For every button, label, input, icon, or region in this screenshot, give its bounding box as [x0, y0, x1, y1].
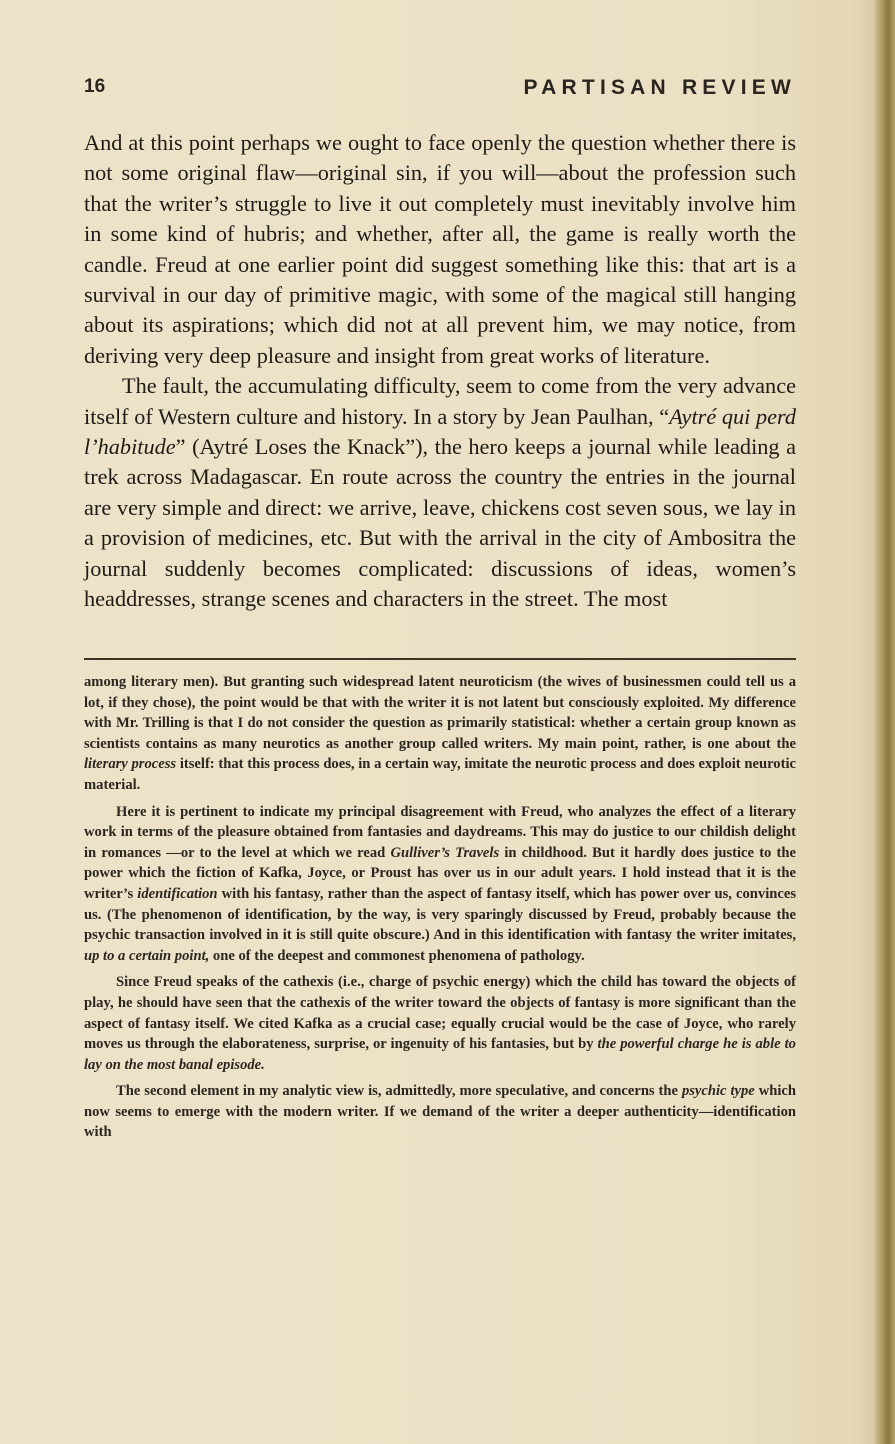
- emphasis: literary process: [84, 756, 177, 773]
- footnote-paragraph-4: [84, 1081, 796, 1143]
- page-number: 16: [84, 76, 106, 97]
- emphasis: psychic type: [681, 1083, 755, 1100]
- text-run: Since Freud speaks of the cathexis (i.e., charge of psychic energy) which the child has toward the objects of play, he should have seen that the cathexis of the writer toward the objects of fantasy is more significant than the aspect of fantasy itself. We cited Kafka as a crucial case; equally crucial would be the case of Joyce, who rarely moves us through the elaborateness, surprise, or ingenuity of his fantasies, but by: [84, 974, 796, 1053]
- footnote-rule: [84, 658, 796, 660]
- text-run: with his fantasy, rather than the aspect of fantasy itself, which has power over us, convinces us. (The phenomenon of identification, by the way, is very sparingly discussed by Freud, probably because the psychic transaction involved in it is still quite obscure.) And in this identification with fantasy the writer imitates,: [84, 885, 797, 944]
- text-run: in childhood. But it hardly does justice to the power which the fiction of Kafka, Joyce, or Proust has over us in our adult years. I hold instead that it is the writer’s: [84, 844, 797, 902]
- footnote: [84, 672, 796, 1149]
- footnote-paragraph-3: [84, 972, 796, 1075]
- footnote-paragraph-1: [84, 672, 796, 796]
- text-run: The fault, the accumulating difficulty, seem to come from the very advance itself of Western culture and history. In a story by Jean Paulhan, “: [84, 373, 796, 429]
- emphasis: identification: [137, 885, 218, 902]
- body-paragraph-2: [84, 371, 796, 614]
- story-title: Aytré qui perd l’habitude: [84, 403, 796, 460]
- text-run: which now seems to emerge with the modern writer. If we demand of the writer a deeper authenticity—identification with: [84, 1083, 797, 1141]
- footnote-paragraph-2: [84, 802, 796, 967]
- text-run: among literary men). But granting such widespread latent neuroticism (the wives of businessmen could tell us a lot, if they chose), the point would be that with the writer it is not latent but consciously exploited. My difference with Mr. Trilling is that I do not consider the question as primarily statistical: whether a certain group known as scientists contains as many neurotics as another group called writers. My main point, rather, is one about the: [84, 674, 796, 752]
- text-run: itself: that this process does, in a certain way, imitate the neurotic process and does exploit neurotic material.: [84, 756, 796, 793]
- emphasis: the powerful charge he is able to lay on the most banal episode.: [84, 1036, 796, 1073]
- main-text: [84, 128, 796, 615]
- journal-title: PARTISAN REVIEW: [523, 76, 796, 99]
- page-edge: [875, 0, 895, 1444]
- text-run: ” (Aytré Loses the Knack”), the hero keeps a journal while leading a trek across Madagascar. En route across the country the entries in the journal are very simple and direct: we arrive, leave, chickens cost seven sous, we lay in a provision of medicines, etc. But with the arrival in the city of Ambositra the journal suddenly becomes complicated: discussions of ideas, women’s headdresses, strange scenes and characters in the street. The most: [84, 434, 796, 612]
- text-run: one of the deepest and commonest phenomena of pathology.: [209, 947, 585, 964]
- text-run: Here it is pertinent to indicate my principal disagreement with Freud, who analyzes the effect of a literary work in terms of the pleasure obtained from fantasies and daydreams. This may do justice to our childish delight in romances —or to the level at which we read: [84, 803, 796, 861]
- body-paragraph-1: And at this point perhaps we ought to face openly the question whether there is not some original flaw—original sin, if you will—about the profession such that the writer’s struggle to live it out completely must inevitably involve him in some kind of hubris; and whether, after all, the game is really worth the candle. Freud at one earlier point did suggest something like this: that art is a survival in our day of primitive magic, with some of the magical still hanging about its aspirations; which did not at all prevent him, we may notice, from deriving very deep pleasure and insight from great works of literature.: [84, 130, 796, 368]
- book-title: Gulliver’s Travels: [390, 844, 500, 861]
- running-head: [84, 76, 796, 106]
- text-run: The second element in my analytic view is, admittedly, more speculative, and concerns the: [116, 1083, 682, 1100]
- emphasis: up to a certain point,: [84, 947, 210, 964]
